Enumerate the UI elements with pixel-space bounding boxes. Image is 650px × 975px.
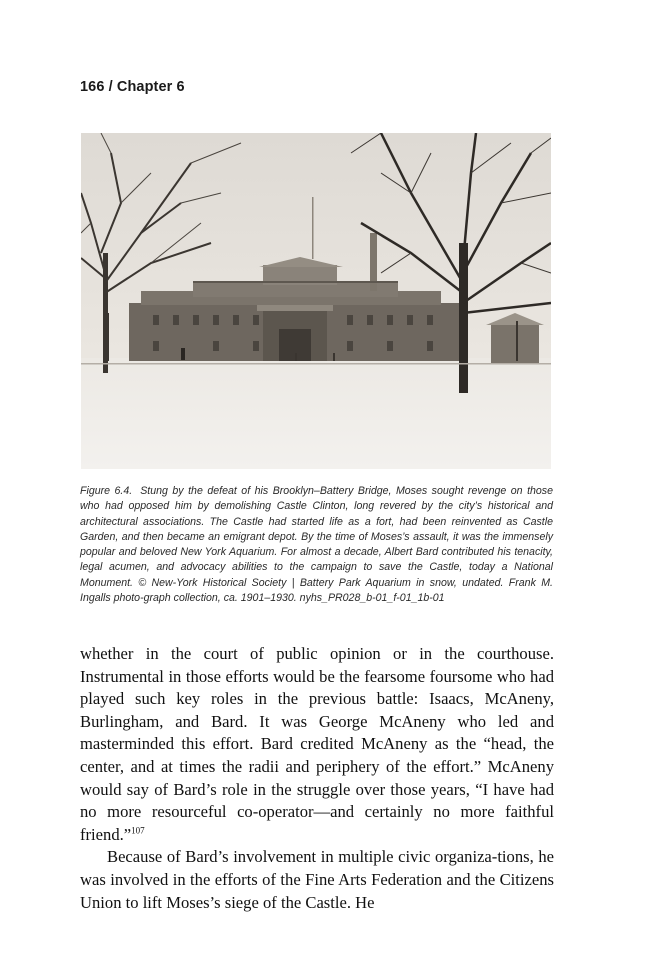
- footnote-reference[interactable]: 107: [131, 825, 145, 836]
- aquarium-photo-image: [81, 133, 551, 469]
- running-head: 166 / Chapter 6: [80, 79, 185, 95]
- paragraph-text: whether in the court of public opinion or in the courthouse. Instrumental in those efforts would be the fearsome foursome who had played such key roles in the previous battle: Isaacs, McAneny, Burlingham, and Bard. It was George McAneny who led and masterminded this effort. Bard credited McAneny as the “head, the center, and at times the radii and periphery of the effort.” McAneny would say of Bard’s role in the struggle over those years, “I have had no more resourceful co-operator—and certainly no more faithful friend.”: [80, 644, 554, 844]
- figure-caption: [80, 484, 553, 606]
- paragraph: Because of Bard’s involvement in multiple civic organiza-tions, he was involved in the efforts of the Fine Arts Federation and the Citizens Union to lift Moses’s siege of the Castle. He: [80, 847, 554, 912]
- body-text: [80, 643, 554, 914]
- paragraph: [80, 643, 554, 846]
- figure-photo: [81, 133, 551, 469]
- figure-caption-text: Stung by the defeat of his Brooklyn–Battery Bridge, Moses sought revenge on those who had opposed him by demolishing Castle Clinton, long revered by the city’s historical and architectural associations. The Castle had started life as a fort, had been reinvented as Castle Garden, and then became an emigrant depot. By the time of Moses’s assault, it was the immensely popular and beloved New York Aquarium. For almost a decade, Albert Bard contributed his tenacity, legal acumen, and advocacy abilities to the campaign to save the Castle, today a National Monument. © New-York Historical Society | Battery Park Aquarium in snow, undated. Frank M. Ingalls photo-graph collection, ca. 1901–1930. nyhs_PR028_b-01_f-01_1b-01: [80, 485, 553, 605]
- figure-label: Figure 6.4.: [80, 485, 133, 497]
